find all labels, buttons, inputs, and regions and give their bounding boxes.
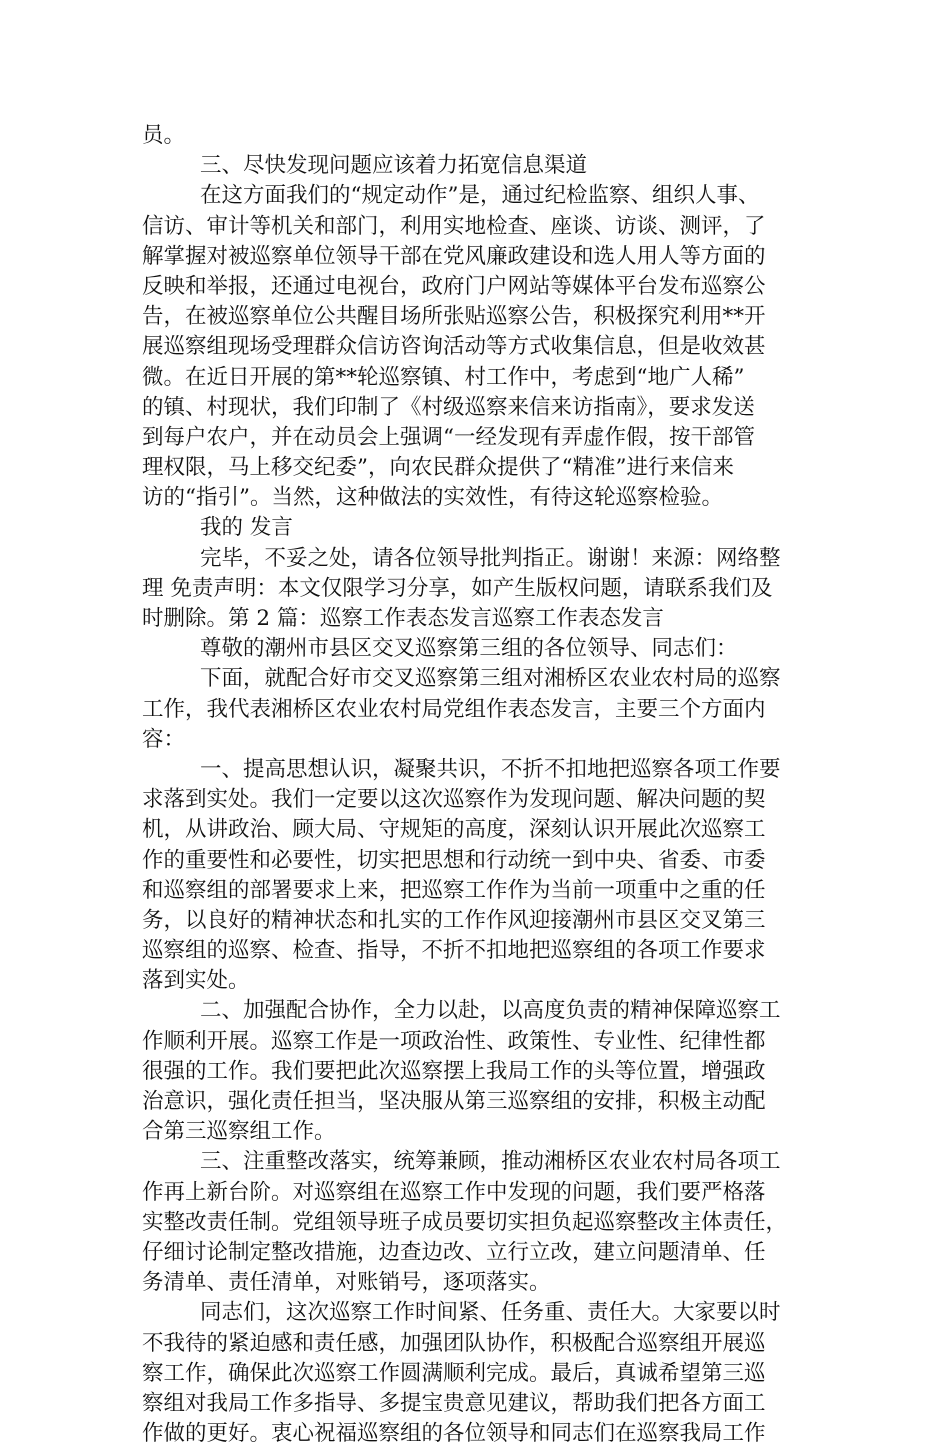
text-line: 告，在被巡察单位公共醒目场所张贴巡察公告，积极探究利用**开	[142, 304, 766, 330]
text-line: 治意识，强化责任担当，坚决服从第三巡察组的安排，积极主动配	[142, 1089, 766, 1114]
text-line: 三、注重整改落实，统筹兼顾，推动湘桥区农业农村局各项工	[200, 1149, 781, 1175]
text-line: 同志们，这次巡察工作时间紧、任务重、责任大。大家要以时	[200, 1300, 781, 1326]
text-line: 不我待的紧迫感和责任感，加强团队协作，积极配合巡察组开展巡	[142, 1330, 766, 1356]
text-line: 察工作，确保此次巡察工作圆满顺利完成。最后，真诚希望第三巡	[142, 1360, 766, 1386]
text-line: 机，从讲政治、顾大局、守规矩的高度，深刻认识开展此次巡察工	[142, 817, 766, 843]
text-line: 展巡察组现场受理群众信访咨询活动等方式收集信息，但是收效甚	[142, 334, 766, 360]
text-line: 作再上新台阶。对巡察组在巡察工作中发现的问题，我们要严格落	[142, 1179, 766, 1205]
document-body	[142, 121, 812, 1449]
text-line: 微。在近日开展的第**轮巡察镇、村工作中，考虑到“地广人稀”	[142, 364, 745, 390]
text-line: 求落到实处。我们一定要以这次巡察作为发现问题、解决问题的契	[142, 787, 766, 813]
text-line: 员。	[142, 123, 186, 148]
text-line: 仔细讨论制定整改措施，边查边改、立行立改，建立问题清单、任	[142, 1239, 766, 1265]
text-line: 巡察组的巡察、检查、指导，不折不扣地把巡察组的各项工作要求	[142, 938, 766, 964]
text-line: 完毕，不妥之处，请各位领导批判指正。谢谢！来源：网络整	[200, 545, 781, 571]
text-line: 务，以良好的精神状态和扎实的工作作风迎接潮州市县区交叉第三	[142, 907, 766, 933]
text-line: 和巡察组的部署要求上来，把巡察工作作为当前一项重中之重的任	[142, 877, 766, 903]
text-line: 尊敬的潮州市县区交叉巡察第三组的各位领导、同志们：	[200, 636, 738, 662]
text-line: 的镇、村现状，我们印制了《村级巡察来信来访指南》，要求发送	[142, 394, 755, 420]
text-line: 访的“指引”。当然，这种做法的实效性，有待这轮巡察检验。	[142, 485, 723, 511]
text-line: 反映和举报，还通过电视台，政府门户网站等媒体平台发布巡察公	[142, 273, 766, 299]
text-line: 很强的工作。我们要把此次巡察摆上我局工作的头等位置，增强政	[142, 1058, 766, 1084]
text-line: 实整改责任制。党组领导班子成员要切实担负起巡察整改主体责任，	[142, 1209, 788, 1235]
text-line: 察组对我局工作多指导、多提宝贵意见建议，帮助我们把各方面工	[142, 1390, 766, 1416]
text-line: 我的 发言	[200, 515, 293, 541]
text-line: 理 免责声明：本文仅限学习分享，如产生版权问题，请联系我们及	[142, 575, 773, 601]
text-line: 下面，就配合好市交叉巡察第三组对湘桥区农业农村局的巡察	[200, 666, 781, 692]
text-line: 在这方面我们的“规定动作”是，通过纪检监察、组织人事、	[200, 183, 760, 209]
text-line: 信访、审计等机关和部门，利用实地检查、座谈、访谈、测评，了	[142, 213, 766, 239]
text-line: 三、尽快发现问题应该着力拓宽信息渠道	[200, 153, 588, 179]
text-line: 作的重要性和必要性，切实把思想和行动统一到中央、省委、市委	[142, 847, 766, 873]
text-line: 落到实处。	[142, 968, 250, 994]
text-line: 工作，我代表湘桥区农业农村局党组作表态发言，主要三个方面内	[142, 696, 766, 722]
text-line: 时删除。第 2 篇：巡察工作表态发言巡察工作表态发言	[142, 606, 664, 631]
text-line: 作顺利开展。巡察工作是一项政治性、政策性、专业性、纪律性都	[142, 1028, 766, 1054]
text-line: 理权限，马上移交纪委”，向农民群众提供了“精准”进行来信来	[142, 455, 734, 481]
text-line: 一、提高思想认识，凝聚共识，不折不扣地把巡察各项工作要	[200, 756, 781, 782]
text-line: 作做的更好。衷心祝福巡察组的各位领导和同志们在巡察我局工作	[142, 1421, 766, 1447]
text-line: 容：	[142, 726, 186, 752]
text-line: 二、加强配合协作，全力以赴，以高度负责的精神保障巡察工	[200, 998, 781, 1024]
text-line: 合第三巡察组工作。	[142, 1119, 336, 1145]
text-line: 解掌握对被巡察单位领导干部在党风廉政建设和选人用人等方面的	[142, 243, 766, 269]
text-line: 到每户农户，并在动员会上强调“一经发现有弄虚作假，按干部管	[142, 424, 755, 450]
text-line: 务清单、责任清单，对账销号，逐项落实。	[142, 1270, 551, 1296]
